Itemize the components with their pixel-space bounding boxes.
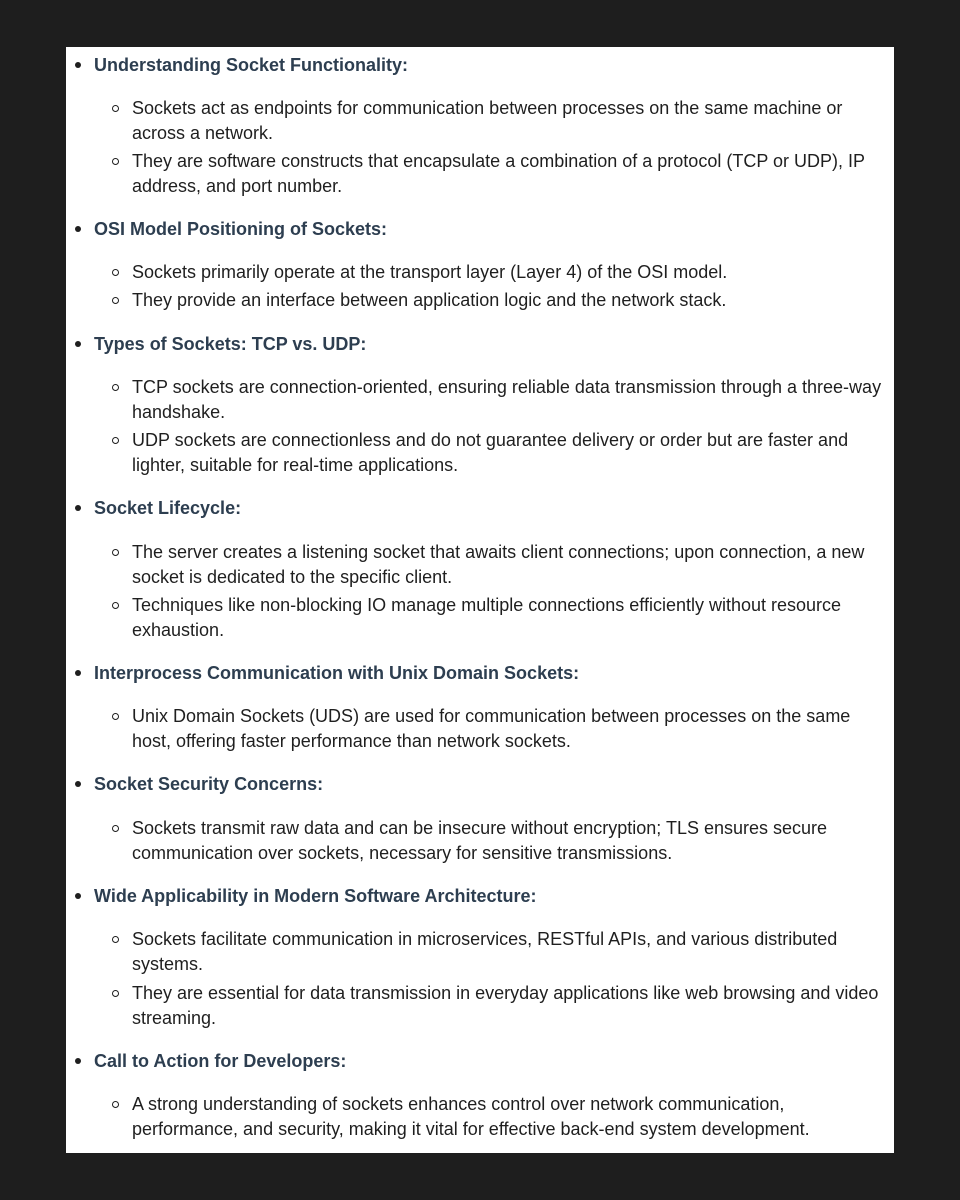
bullet-icon (75, 781, 81, 787)
section-heading (94, 660, 579, 686)
bullet-icon (75, 1058, 81, 1064)
list-item (132, 927, 884, 977)
bullet-icon (75, 226, 81, 232)
list-item (132, 428, 884, 478)
document-card (66, 47, 894, 1153)
list-item (132, 704, 884, 754)
circle-bullet-icon (112, 437, 119, 444)
circle-bullet-icon (112, 713, 119, 720)
list-item-text: Sockets transmit raw data and can be insecure without encryption; TLS ensures secure communication over sockets, necessary for sensitive transmissions. (132, 818, 828, 863)
circle-bullet-icon (112, 936, 119, 943)
list-item (132, 375, 884, 425)
list-item-text: The server creates a listening socket that awaits client connections; upon connection, a new socket is dedicated to the specific client. (132, 542, 865, 587)
list-item (132, 1092, 884, 1142)
bullet-icon (75, 670, 81, 676)
circle-bullet-icon (112, 990, 119, 997)
list-item-text: TCP sockets are connection-oriented, ensuring reliable data transmission through a three-way handshake. (132, 377, 882, 422)
list-item (132, 96, 884, 146)
list-item (132, 981, 884, 1031)
section-heading (94, 883, 537, 909)
section-heading (94, 771, 323, 797)
section-title: Call to Action for Developers: (94, 1051, 347, 1071)
list-item-text: UDP sockets are connectionless and do not guarantee delivery or order but are faster and lighter, suitable for real-time applications. (132, 430, 849, 475)
circle-bullet-icon (112, 602, 119, 609)
section-title: Socket Lifecycle: (94, 498, 242, 518)
list-item (132, 149, 884, 199)
list-item-text: Sockets facilitate communication in microservices, RESTful APIs, and various distributed systems. (132, 929, 838, 974)
section-heading (94, 1048, 346, 1074)
circle-bullet-icon (112, 825, 119, 832)
circle-bullet-icon (112, 269, 119, 276)
list-item (132, 593, 884, 643)
section-title: Types of Sockets: TCP vs. UDP: (94, 334, 367, 354)
list-item-text: Techniques like non-blocking IO manage multiple connections efficiently without resource exhaustion. (132, 595, 842, 640)
circle-bullet-icon (112, 297, 119, 304)
list-item-text: A strong understanding of sockets enhances control over network communication, performance, and security, making it vital for effective back-end system development. (132, 1094, 810, 1139)
section-title: OSI Model Positioning of Sockets: (94, 219, 388, 239)
circle-bullet-icon (112, 549, 119, 556)
circle-bullet-icon (112, 158, 119, 165)
section-title: Wide Applicability in Modern Software Architecture: (94, 886, 537, 906)
section-heading (94, 331, 366, 357)
circle-bullet-icon (112, 384, 119, 391)
section-heading (94, 495, 241, 521)
section-heading (94, 216, 387, 242)
list-item (132, 540, 884, 590)
bullet-icon (75, 893, 81, 899)
section-title: Socket Security Concerns: (94, 774, 324, 794)
section-heading (94, 52, 408, 78)
list-item-text: Sockets primarily operate at the transport layer (Layer 4) of the OSI model. (132, 262, 728, 282)
list-item (132, 260, 884, 285)
list-item (132, 288, 884, 313)
section-title: Interprocess Communication with Unix Domain Sockets: (94, 663, 580, 683)
bullet-icon (75, 341, 81, 347)
list-item (132, 816, 884, 866)
list-item-text: They provide an interface between application logic and the network stack. (132, 290, 727, 310)
circle-bullet-icon (112, 1101, 119, 1108)
bullet-icon (75, 505, 81, 511)
list-item-text: They are software constructs that encapsulate a combination of a protocol (TCP or UDP), IP address, and port number. (132, 151, 865, 196)
list-item-text: They are essential for data transmission in everyday applications like web browsing and video streaming. (132, 983, 879, 1028)
section-title: Understanding Socket Functionality: (94, 55, 409, 75)
list-item-text: Sockets act as endpoints for communication between processes on the same machine or across a network. (132, 98, 843, 143)
bullet-icon (75, 62, 81, 68)
circle-bullet-icon (112, 105, 119, 112)
list-item-text: Unix Domain Sockets (UDS) are used for communication between processes on the same host, offering faster performance than network sockets. (132, 706, 851, 751)
